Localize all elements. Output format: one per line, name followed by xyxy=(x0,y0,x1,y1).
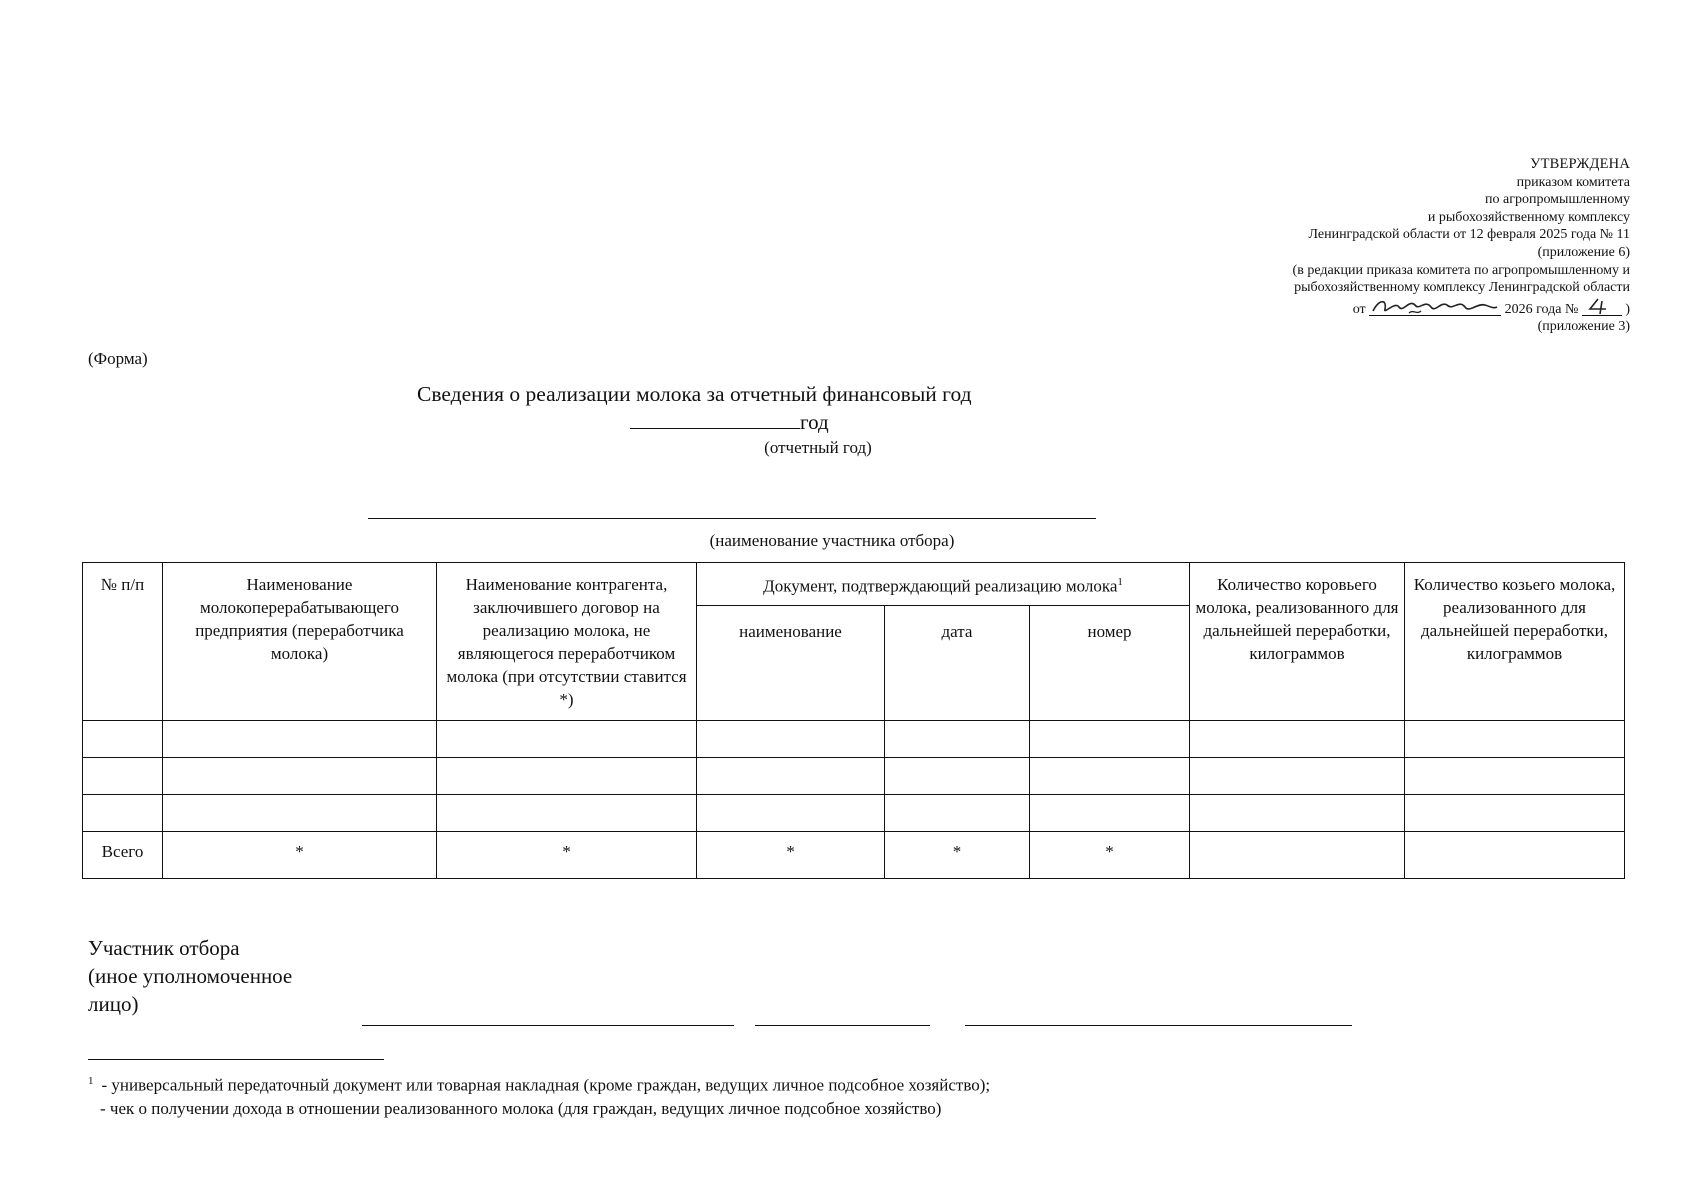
table-cell[interactable] xyxy=(885,721,1030,758)
reporting-year-field[interactable] xyxy=(630,410,800,429)
table-cell[interactable] xyxy=(1030,758,1190,795)
footnote-mark: 1 xyxy=(88,1075,94,1087)
participant-name-field[interactable] xyxy=(368,518,1096,519)
header-document-label: Документ, подтверждающий реализацию молока xyxy=(763,576,1118,596)
approval-title: УТВЕРЖДЕНА xyxy=(1530,156,1630,172)
total-star: * xyxy=(697,832,885,879)
approval-line: Ленинградской области от 12 февраля 2025 года № 11 xyxy=(1308,227,1630,243)
header-doc-date: дата xyxy=(885,606,1030,721)
approval-close-paren: ) xyxy=(1625,301,1630,317)
signer-line: Участник отбора xyxy=(88,936,240,960)
total-star: * xyxy=(437,832,697,879)
header-num: № п/п xyxy=(83,563,163,721)
header-goat-milk: Количество козьего молока, реализованного для дальнейшей переработки, килограммов xyxy=(1405,563,1625,721)
footnote-text: - чек о получении дохода в отношении реализованного молока (для граждан, ведущих личное подсобное хозяйство) xyxy=(100,1098,942,1118)
table-cell[interactable] xyxy=(83,758,163,795)
table-cell[interactable] xyxy=(437,795,697,832)
table-cell[interactable] xyxy=(1030,721,1190,758)
footnote-divider xyxy=(88,1059,384,1060)
header-doc-name: наименование xyxy=(697,606,885,721)
approval-from: от xyxy=(1352,301,1366,317)
table-cell[interactable] xyxy=(83,795,163,832)
table-row xyxy=(83,758,1625,795)
table-cell[interactable] xyxy=(1405,721,1625,758)
table-cell[interactable] xyxy=(697,721,885,758)
approval-year-text: 2026 года № xyxy=(1504,301,1579,317)
signer-line: (иное уполномоченное xyxy=(88,964,293,988)
table-cell[interactable] xyxy=(1190,721,1405,758)
table-cell[interactable] xyxy=(1190,758,1405,795)
table-cell[interactable] xyxy=(1405,758,1625,795)
table-cell[interactable] xyxy=(437,758,697,795)
signer-line: лицо) xyxy=(88,992,139,1016)
participant-caption: (наименование участника отбора) xyxy=(709,531,955,550)
table-cell[interactable] xyxy=(1405,795,1625,832)
approval-line: по агропромышленному xyxy=(1485,192,1630,208)
form-label: (Форма) xyxy=(88,349,148,368)
signature-position-field[interactable] xyxy=(965,1025,1352,1026)
approval-date-line xyxy=(1110,297,1630,319)
table-cell[interactable] xyxy=(163,758,437,795)
table-row xyxy=(83,721,1625,758)
total-goat-cell[interactable] xyxy=(1405,832,1625,879)
table-header-row xyxy=(83,563,1625,606)
table-cell[interactable] xyxy=(163,795,437,832)
signer-block xyxy=(88,934,292,1018)
approval-line: (приложение 6) xyxy=(1537,244,1630,260)
approval-line: (приложение 3) xyxy=(1537,319,1630,335)
handwritten-date-signature xyxy=(1369,297,1501,316)
approval-line: приказом комитета xyxy=(1516,174,1630,190)
signature-field[interactable] xyxy=(755,1025,930,1026)
handwritten-number xyxy=(1582,297,1622,316)
header-processor: Наименование молокоперерабатывающего предприятия (переработчика молока) xyxy=(163,563,437,721)
total-cow-cell[interactable] xyxy=(1190,832,1405,879)
footnotes xyxy=(88,1070,990,1120)
total-star: * xyxy=(163,832,437,879)
footnote-line xyxy=(88,1097,990,1120)
table-cell[interactable] xyxy=(697,795,885,832)
table-row xyxy=(83,795,1625,832)
header-cow-milk: Количество коровьего молока, реализованного для дальнейшей переработки, килограммов xyxy=(1190,563,1405,721)
footnote-line xyxy=(88,1070,990,1097)
table-cell[interactable] xyxy=(163,721,437,758)
year-word: год xyxy=(800,410,829,434)
table-cell[interactable] xyxy=(1030,795,1190,832)
approval-line: рыбохозяйственному комплексу Ленинградской области xyxy=(1294,280,1630,296)
table-total-row xyxy=(83,832,1625,879)
table-cell[interactable] xyxy=(885,758,1030,795)
total-star: * xyxy=(885,832,1030,879)
table-cell[interactable] xyxy=(437,721,697,758)
approval-line: и рыбохозяйственному комплексу xyxy=(1427,209,1630,225)
approval-line: (в редакции приказа комитета по агропромышленному и xyxy=(1292,262,1630,278)
table-cell[interactable] xyxy=(1190,795,1405,832)
reporting-year-caption: (отчетный год) xyxy=(764,438,872,457)
header-document xyxy=(697,563,1190,606)
header-counterparty: Наименование контрагента, заключившего договор на реализацию молока, не являющегося переработчиком молока (при отсутствии ставится *) xyxy=(437,563,697,721)
header-doc-number: номер xyxy=(1030,606,1190,721)
total-star: * xyxy=(1030,832,1190,879)
reporting-year-row xyxy=(630,410,829,435)
milk-sales-table xyxy=(82,562,1625,879)
table-cell[interactable] xyxy=(885,795,1030,832)
signature-name-field[interactable] xyxy=(362,1025,734,1026)
document-title: Сведения о реализации молока за отчетный финансовый год xyxy=(417,382,972,406)
approval-stamp-block xyxy=(1110,156,1630,336)
table-cell[interactable] xyxy=(697,758,885,795)
footnote-text: - универсальный передаточный документ или товарная накладная (кроме граждан, ведущих личное подсобное хозяйство); xyxy=(101,1075,991,1095)
total-label: Всего xyxy=(83,832,163,879)
table-cell[interactable] xyxy=(83,721,163,758)
footnote-ref: 1 xyxy=(1117,576,1123,588)
